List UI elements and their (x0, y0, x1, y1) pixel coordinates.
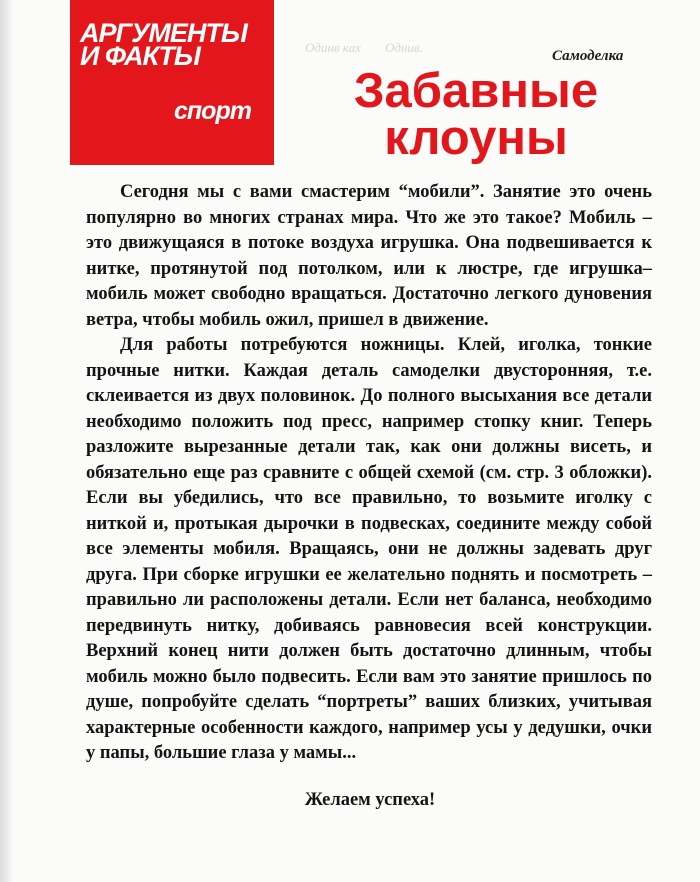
page-edge (0, 0, 14, 882)
title-line-1: Забавные (353, 64, 599, 118)
logo-subbrand: спорт (174, 97, 251, 125)
logo-text-line2: И ФАКТЫ (80, 41, 200, 71)
paragraph-2: Для работы потребуются ножницы. Клей, иголка, тонкие прочные нитки. Каждая деталь самоделки двусторонняя, т.е. склеивается из двух половинок. До полного высыхания все детали необходимо положить под пресс, например стопку книг. Теперь разложите вырезанные детали так, как они должны висеть, и обязательно еще раз сравните с общей схемой (см. стр. 3 обложки). Если вы убедились, что все правильно, то возьмите иголку с ниткой и, протыкая дырочки в подвесках, соедините между собой все элементы мобиля. Вращаясь, они не должны задевать друг друга. При сборке игрушки ее желательно поднять и посмотреть – правильно ли расположены детали. Если нет баланса, необходимо передвинуть нитку, добиваясь равновесия всей конструкции. Верхний конец нити должен быть достаточно длинным, чтобы мобиль можно было подвесить. Если вам это занятие пришлось по душе, попробуйте сделать “портреты” ваших близких, учитывая характерные особенности каждого, например усы у дедушки, очки у папы, большие глаза у мамы... (86, 335, 652, 763)
section-label: Самоделка (552, 48, 624, 64)
bleed-through-text-left: Одинв ках (305, 40, 361, 55)
bleed-through-text-right: Однив. (385, 40, 423, 55)
article-body (86, 180, 652, 767)
logo-text-line1: АРГУМЕНТЫ (80, 18, 247, 48)
title-line-2: клоуны (384, 111, 568, 165)
paragraph-1: Сегодня мы с вами смастерим “мобили”. Занятие это очень популярно во многих странах мира. Что же это такое? Мобиль – это движущаяся в потоке воздуха игрушка. Она подвешивается к нитке, протянутой под потолком, или к люстре, где игрушка–мобиль может свободно вращаться. Достаточно легкого дуновения ветра, чтобы мобиль ожил, пришел в движение. (86, 182, 652, 330)
publication-logo (70, 0, 274, 165)
article-title (316, 64, 636, 165)
closing-line: Желаем успеха! (304, 790, 436, 810)
